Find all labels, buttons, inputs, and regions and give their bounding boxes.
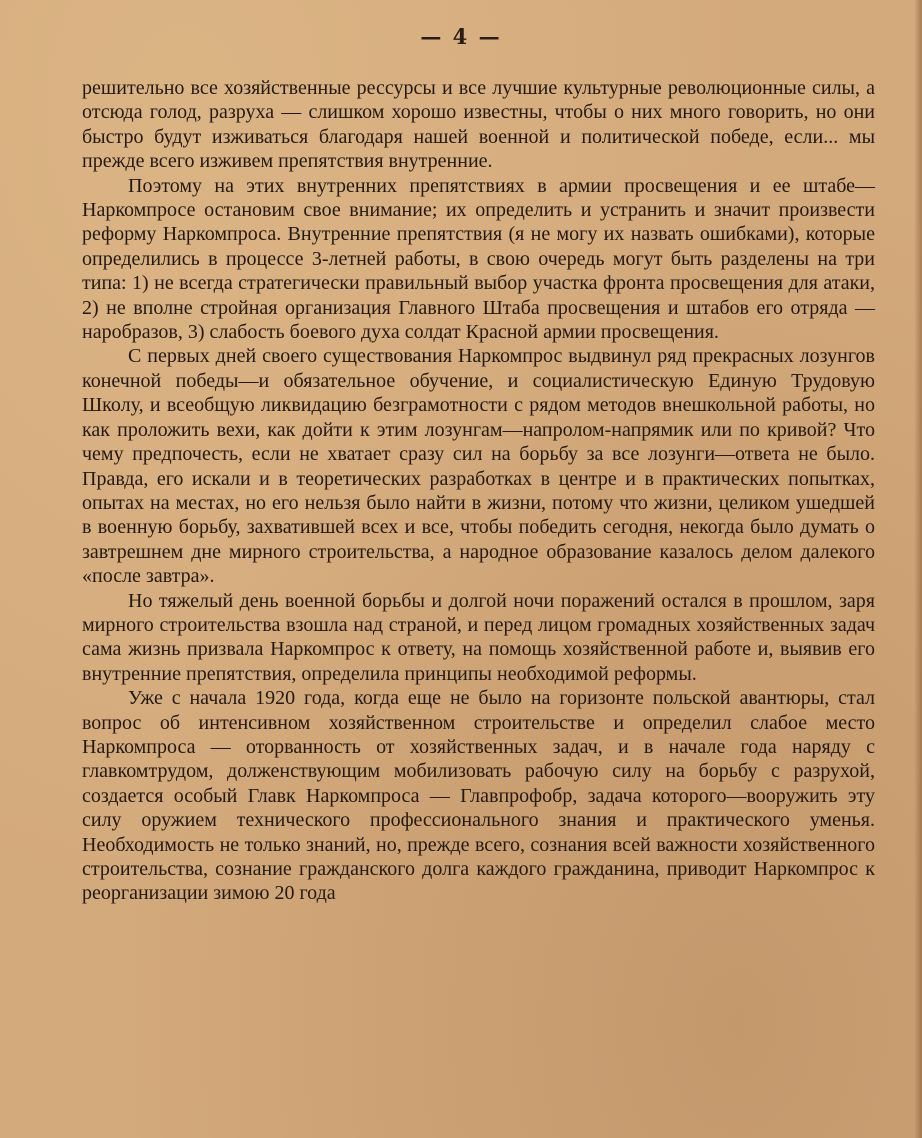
paragraph-4: Но тяжелый день военной борьбы и долгой ночи поражений остался в прошлом, заря мирного строительства взошла над страной, и перед лицом громадных хозяйственных задач сама жизнь призвала Наркомпрос к ответу, на помощь хозяйственной работе и, выявив его внутренние препятствия, определила принципы необходимой реформы. xyxy=(82,589,875,685)
paragraph-1: решительно все хозяйственные рессурсы и все лучшие культурные революционные силы, а отсюда голод, разруха — слишком хорошо известны, чтобы о них много говорить, но они быстро будут изживаться благодаря нашей военной и политической победе, если... мы прежде всего изживем препятствия внутренние. xyxy=(82,77,875,173)
paragraph-2: Поэтому на этих внутренних препятствиях в армии просвещения и ее штабе—Наркомпросе остановим свое внимание; их определить и устранить и значит произвести реформу Наркомпроса. Внутренние препятствия (я не могу их назвать ошибками), которые определились в процессе 3-летней работы, в свою очередь могут быть разделены на три типа: 1) не всегда стратегически правильный выбор участка фронта просвещения для атаки, 2) не вполне стройная организация Главного Штаба просвещения и штабов его отряда — наробразов, 3) слабость боевого духа солдат Красной армии просвещения. xyxy=(82,174,875,344)
body-text xyxy=(82,76,875,906)
paragraph-5: Уже с начала 1920 года, когда еще не было на горизонте польской авантюры, стал вопрос об интенсивном хозяйственном строительстве и определил слабое место Наркомпроса — оторванность от хозяйственных задач, и в начале года наряду с главкомтрудом, долженствующим мобилизовать рабочую силу на борьбу с разрухой, создается особый Главк Наркомпроса — Главпрофобр, задача которого—вооружить эту силу оружием технического профессионального знания и практического уменья. Необходимость не только знаний, но, прежде всего, сознания всей важности хозяйственного строительства, сознание гражданского долга каждого гражданина, приводит Наркомпрос к реорганизации зимою 20 года xyxy=(82,687,875,905)
paragraph-3: С первых дней своего существования Наркомпрос выдвинул ряд прекрасных лозунгов конечной победы—и обязательное обучение, и социалистическую Единую Трудовую Школу, и всеобщую ликвидацию безграмотности с рядом методов внешкольной работы, но как проложить вехи, как дойти к этим лозунгам—напролом-напрямик или по кривой? Что чему предпочесть, если не хватает сразу сил на борьбу за все лозунги—ответа не было. Правда, его искали и в теоретических разработках в центре и в практических попытках, опытах на местах, но его нельзя было найти в жизни, потому что жизни, целиком ушедшей в военную борьбу, захватившей всех и все, чтобы победить сегодня, некогда было думать о завтрешнем дне мирного строительства, а народное образование казалось делом далекого «после завтра». xyxy=(82,345,875,588)
page-number: — 4 — xyxy=(420,24,502,49)
page-binding-edge xyxy=(914,0,922,1138)
